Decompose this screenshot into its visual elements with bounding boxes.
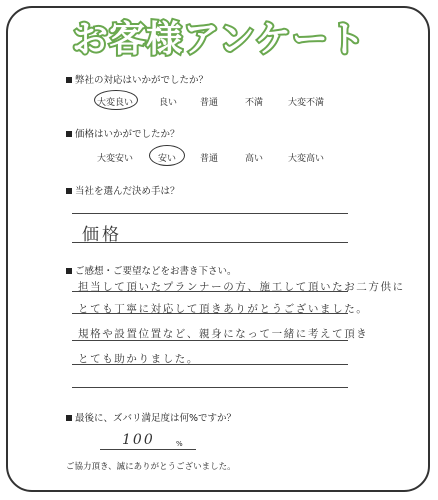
option-service-5: 大変不満 [288,98,325,108]
answer-rule [72,387,348,388]
option-price-5: 大変高い [288,154,325,164]
question-comments [66,263,237,277]
question-reason-label: 当社を選んだ決め手は？ [75,186,180,197]
question-satisfaction-label: 最後に、ズバリ満足度は何%ですか？ [75,413,237,424]
bullet-square-icon [66,188,72,194]
satisfaction-rule [100,449,196,450]
option-service-3: 普通 [200,98,219,108]
answer-reason: 価格 [82,225,122,245]
question-reason [66,183,180,197]
footer-thanks: ご協力頂き、誠にありがとうございました。 [66,462,236,472]
satisfaction-value: 100 [122,432,155,448]
comment-line-4: とても助かりました。 [78,353,199,365]
option-service-4: 不満 [245,98,264,108]
answer-rule [72,213,348,214]
bullet-square-icon [66,268,72,274]
question-price [66,126,180,140]
option-service-2: 良い [159,98,178,108]
survey-title: お客様アンケート [72,19,366,60]
answer-rule [72,242,348,243]
satisfaction-unit: % [176,440,183,448]
option-price-4: 高い [245,154,264,164]
question-satisfaction [66,410,236,424]
option-price-1: 大変安い [97,154,134,164]
comment-line-2: とても丁寧に対応して頂きありがとうございました。 [78,303,369,315]
question-service-label: 弊社の対応はいかがでしたか？ [75,75,209,86]
bullet-square-icon [66,415,72,421]
comment-line-3: 規格や設置位置など、親身になって一緒に考えて頂き [78,328,369,340]
option-service-1: 大変良い [97,98,134,108]
question-comments-label: ご感想・ご要望などをお書き下さい。 [75,266,237,277]
question-price-label: 価格はいかがでしたか？ [75,129,180,140]
bullet-square-icon [66,77,72,83]
bullet-square-icon [66,131,72,137]
option-price-3: 普通 [200,154,219,164]
question-service [66,72,208,86]
comment-line-1: 担当して頂いたプランナーの方、施工して頂いたお二方供に [78,281,405,293]
option-price-2: 安い [158,154,177,164]
